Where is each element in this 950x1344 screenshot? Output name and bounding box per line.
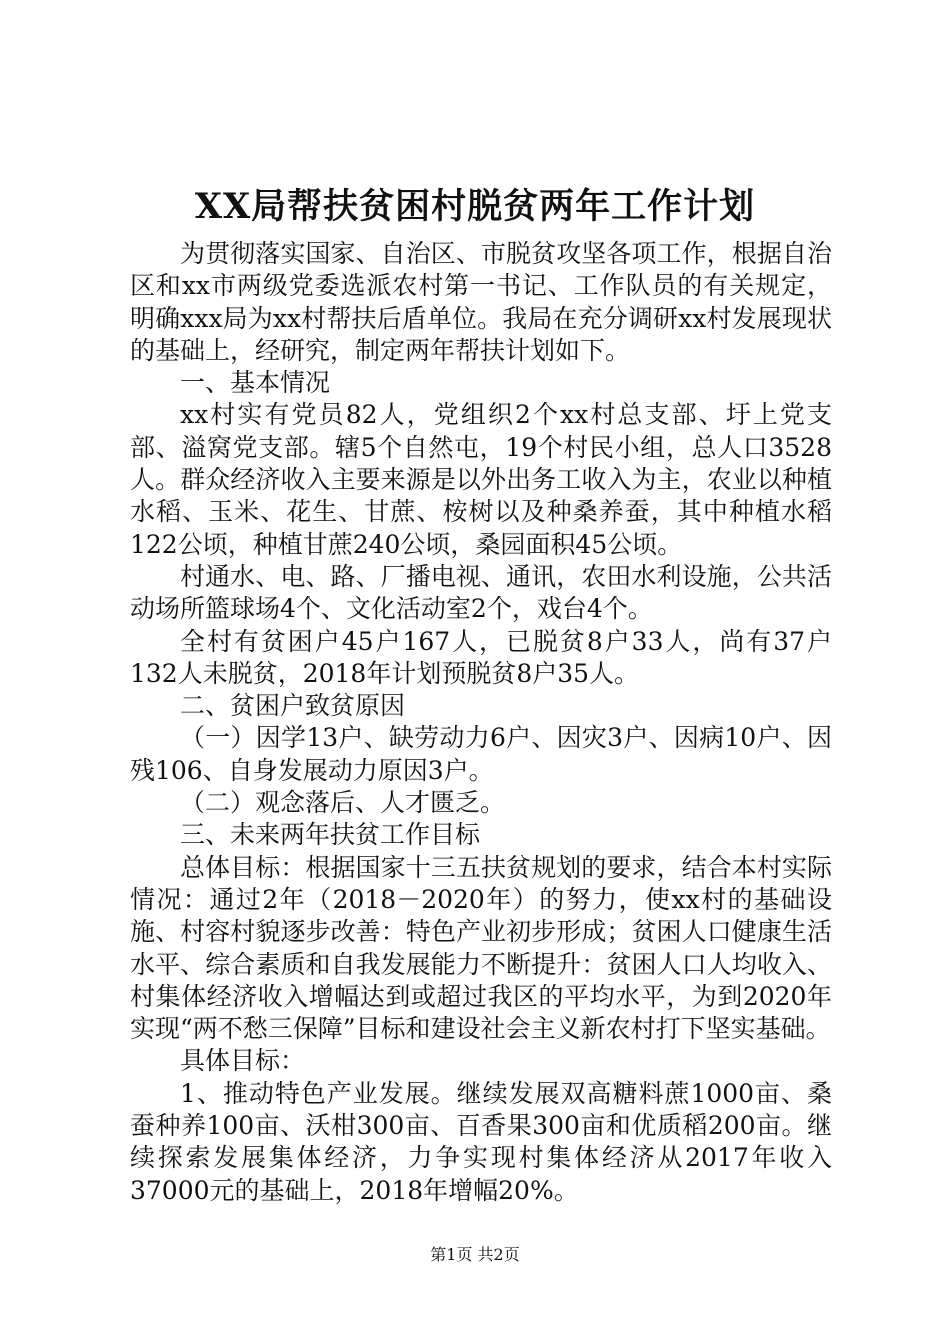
paragraph-infrastructure: 村通水、电、路、厂播电视、通讯，农田水利设施，公共活动场所篮球场4个、文化活动室2个，戏台4个。 — [130, 561, 832, 624]
page-footer: 第1页 共2页 — [430, 1245, 520, 1264]
paragraph-overall-goal: 总体目标：根据国家十三五扶贫规划的要求，结合本村实际情况：通过2年（2018－2020年）的努力，使xx村的基础设施、村容村貌逐步改善：特色产业初步形成；贫困人口健康生活水平、综合素质和自我发展能力不断提升：贫困人口人均收入、村集体经济收入增幅达到或超过我区的平均水平，为到2020年实现“两不愁三保障”目标和建设社会主义新农村打下坚实基础。 — [130, 852, 832, 1044]
section-heading-poverty-causes: 二、贫困户致贫原因 — [180, 691, 406, 721]
paragraph-party-population: xx村实有党员82人，党组织2个xx村总支部、圩上党支部、溢窝党支部。辖5个自然屯，19个村民小组，总人口3528人。群众经济收入主要来源是以外出务工收入为主，农业以种植水稻、玉米、花生、甘蔗、桉树以及种桑养蚕，其中种植水稻122公顷，种植甘蔗240公顷，桑园面积45公顷。 — [130, 400, 832, 559]
section-heading-goals: 三、未来两年扶贫工作目标 — [180, 820, 481, 850]
paragraph-specific-goals-label: 具体目标： — [180, 1046, 306, 1076]
paragraph-cause-one: （一）因学13户、缺劳动力6户、因灾3户、因病10户、因残106、自身发展动力原因3户。 — [130, 723, 832, 785]
section-heading-basic-situation: 一、基本情况 — [180, 368, 331, 398]
paragraph-poor-households: 全村有贫困户45户167人，已脱贫8户33人，尚有37户132人未脱贫，2018年计划预脱贫8户35人。 — [130, 626, 832, 688]
paragraph-intro: 为贯彻落实国家、自治区、市脱贫攻坚各项工作，根据自治区和xx市两级党委选派农村第一书记、工作队员的有关规定，明确xxx局为xx村帮扶后盾单位。我局在充分调研xx村发展现状的基础上，经研究，制定两年帮扶计划如下。 — [130, 239, 832, 365]
paragraph-goal-one: 1、推动特色产业发展。继续发展双高糖料蔗1000亩、桑蚕种养100亩、沃柑300亩、百香果300亩和优质稻200亩。继续探索发展集体经济，力争实现村集体经济从2017年收入37000元的基础上，2018年增幅20%。 — [130, 1078, 832, 1205]
document-body — [130, 238, 832, 1207]
paragraph-cause-two: （二）观念落后、人才匮乏。 — [180, 788, 506, 818]
document-title: XX局帮扶贫困村脱贫两年工作计划 — [194, 186, 756, 227]
